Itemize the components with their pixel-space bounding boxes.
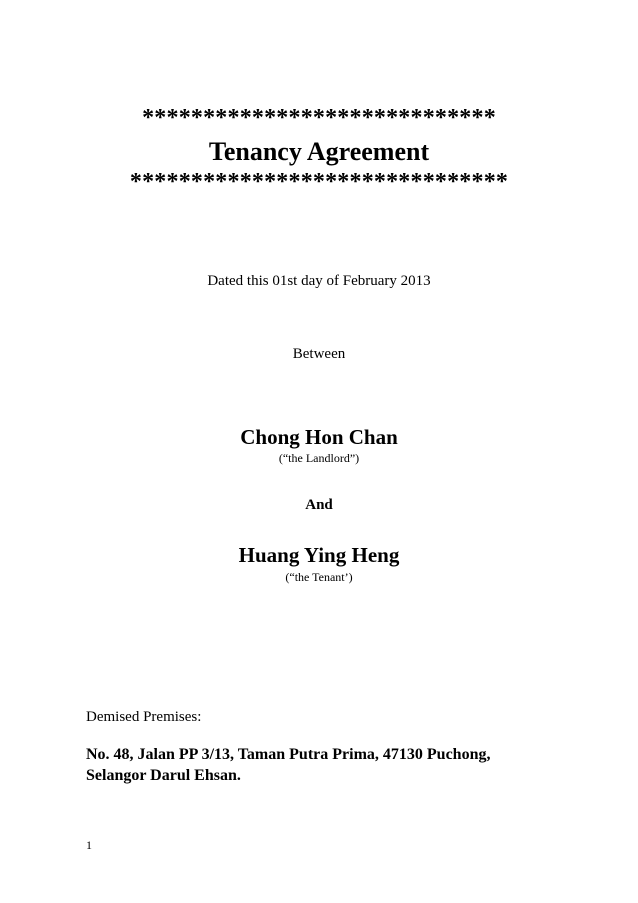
between-label: Between bbox=[292, 346, 346, 362]
and-label: And bbox=[305, 497, 333, 513]
dated-line: Dated this 01st day of February 2013 bbox=[207, 273, 431, 289]
header-stars-top: ***************************** bbox=[142, 105, 496, 131]
landlord-name: Chong Hon Chan bbox=[240, 425, 398, 449]
premises-label: Demised Premises: bbox=[86, 709, 202, 725]
document-title: Tenancy Agreement bbox=[208, 137, 430, 166]
header-stars-bottom: ******************************* bbox=[129, 169, 509, 195]
landlord-role: (“the Landlord”) bbox=[278, 451, 360, 465]
tenant-name: Huang Ying Heng bbox=[238, 543, 400, 567]
page-number: 1 bbox=[86, 838, 92, 852]
tenant-role: (“the Tenant’) bbox=[285, 570, 353, 584]
premises-address-line2: Selangor Darul Ehsan. bbox=[86, 767, 241, 784]
premises-address-line1: No. 48, Jalan PP 3/13, Taman Putra Prima, 47130 Puchong, bbox=[86, 746, 491, 763]
